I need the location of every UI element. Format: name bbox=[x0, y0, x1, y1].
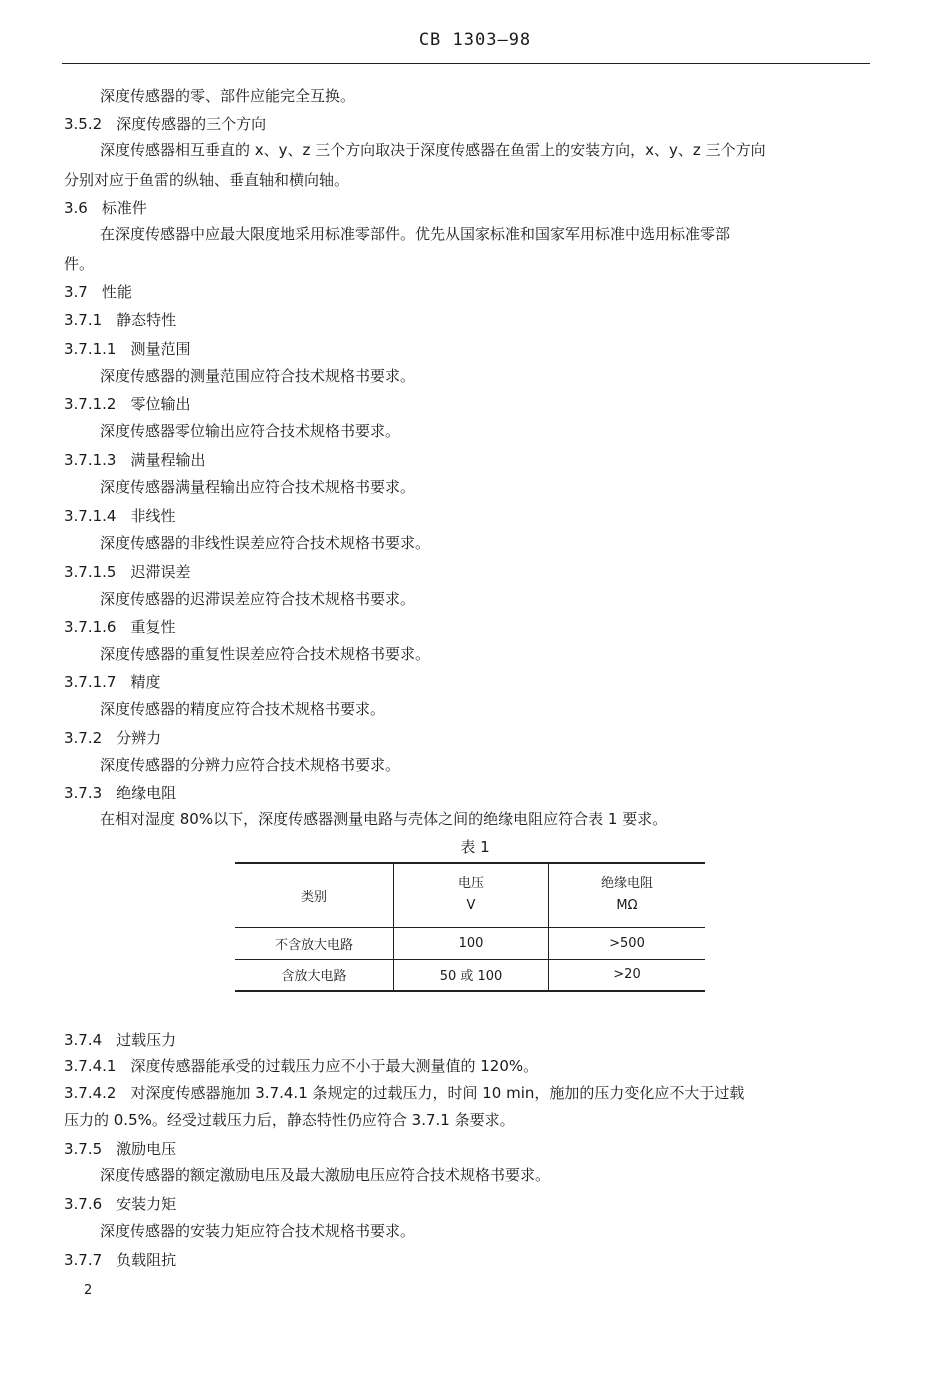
section-3-7-1 bbox=[64, 310, 176, 330]
section-title: 非线性 bbox=[130, 507, 176, 525]
cell-category: 含放大电路 bbox=[235, 959, 394, 991]
cell-voltage: 50 或 100 bbox=[394, 959, 549, 991]
section-title: 标准件 bbox=[101, 199, 147, 217]
section-title: 激励电压 bbox=[116, 1140, 177, 1158]
section-3-7-3 bbox=[64, 783, 176, 803]
section-title: 性能 bbox=[101, 283, 132, 301]
section-number: 3.7.1.4 bbox=[64, 507, 117, 525]
section-title: 静态特性 bbox=[116, 311, 177, 329]
table-row bbox=[235, 959, 705, 991]
section-number: 3.7.1.7 bbox=[64, 673, 117, 691]
paragraph: 深度传感器的迟滞误差应符合技术规格书要求。 bbox=[100, 590, 416, 608]
header-voltage bbox=[394, 863, 549, 927]
paragraph: 深度传感器满量程输出应符合技术规格书要求。 bbox=[100, 478, 416, 496]
section-title: 负载阻抗 bbox=[116, 1251, 177, 1269]
paragraph-continued: 分别对应于鱼雷的纵轴、垂直轴和横向轴。 bbox=[64, 171, 350, 189]
section-title: 测量范围 bbox=[130, 340, 191, 358]
paragraph: 深度传感器的安装力矩应符合技术规格书要求。 bbox=[100, 1222, 416, 1240]
section-3-7-4 bbox=[64, 1030, 176, 1050]
paragraph: 深度传感器相互垂直的 x、y、z 三个方向取决于深度传感器在鱼雷上的安装方向，x、y、z 三个方向 bbox=[100, 141, 766, 159]
section-title: 满量程输出 bbox=[130, 451, 206, 469]
header-rule bbox=[62, 63, 870, 64]
section-text: 深度传感器能承受的过载压力应不小于最大测量值的 120%。 bbox=[130, 1057, 539, 1075]
header-voltage-unit: V bbox=[466, 898, 476, 914]
section-number: 3.7.6 bbox=[64, 1195, 103, 1213]
section-3-7-4-1 bbox=[64, 1056, 538, 1076]
paragraph: 深度传感器的分辨力应符合技术规格书要求。 bbox=[100, 756, 401, 774]
section-3-7-1-1 bbox=[64, 339, 191, 359]
paragraph: 深度传感器的精度应符合技术规格书要求。 bbox=[100, 700, 386, 718]
section-number: 3.7.1.3 bbox=[64, 451, 117, 469]
section-number: 3.7.1.2 bbox=[64, 395, 117, 413]
header-resistance-label: 绝缘电阻 bbox=[600, 876, 653, 892]
section-number: 3.7 bbox=[64, 283, 88, 301]
section-number: 3.7.4.2 bbox=[64, 1084, 117, 1102]
section-3-7-1-4 bbox=[64, 506, 176, 526]
section-3-7-1-7 bbox=[64, 672, 161, 692]
section-title: 安装力矩 bbox=[116, 1195, 177, 1213]
section-3-7-4-2 bbox=[64, 1083, 744, 1103]
section-3-7-6 bbox=[64, 1194, 176, 1214]
section-title: 分辨力 bbox=[116, 729, 162, 747]
section-number: 3.7.1.1 bbox=[64, 340, 117, 358]
standard-code-header: CB 1303—98 bbox=[418, 30, 532, 50]
section-3-7-2 bbox=[64, 728, 161, 748]
paragraph: 深度传感器的非线性误差应符合技术规格书要求。 bbox=[100, 534, 431, 552]
section-title: 深度传感器的三个方向 bbox=[116, 115, 267, 133]
paragraph: 在深度传感器中应最大限度地采用标准零部件。优先从国家标准和国家军用标准中选用标准零部 bbox=[100, 225, 731, 243]
section-3-7-1-5 bbox=[64, 562, 191, 582]
section-3-6 bbox=[64, 198, 147, 218]
header-resistance bbox=[549, 863, 706, 927]
section-3-7-1-3 bbox=[64, 450, 206, 470]
section-title: 零位输出 bbox=[130, 395, 191, 413]
page-number: 2 bbox=[84, 1283, 93, 1298]
section-3-7-1-2 bbox=[64, 394, 191, 414]
header-resistance-unit: MΩ bbox=[616, 898, 638, 914]
paragraph: 在相对湿度 80%以下，深度传感器测量电路与壳体之间的绝缘电阻应符合表 1 要求。 bbox=[100, 810, 668, 828]
section-title: 迟滞误差 bbox=[130, 563, 191, 581]
header-category: 类别 bbox=[235, 863, 394, 927]
section-3-5-2 bbox=[64, 114, 266, 134]
section-number: 3.5.2 bbox=[64, 115, 103, 133]
section-number: 3.7.7 bbox=[64, 1251, 103, 1269]
paragraph: 深度传感器的额定激励电压及最大激励电压应符合技术规格书要求。 bbox=[100, 1166, 551, 1184]
paragraph: 深度传感器的测量范围应符合技术规格书要求。 bbox=[100, 367, 416, 385]
cell-resistance: >20 bbox=[549, 959, 706, 991]
section-number: 3.7.2 bbox=[64, 729, 103, 747]
table-header-row bbox=[235, 863, 705, 927]
section-title: 重复性 bbox=[130, 618, 176, 636]
table-row bbox=[235, 927, 705, 959]
section-3-7 bbox=[64, 282, 132, 302]
paragraph: 深度传感器的零、部件应能完全互换。 bbox=[100, 87, 356, 105]
section-3-7-1-6 bbox=[64, 617, 176, 637]
section-3-7-5 bbox=[64, 1139, 176, 1159]
paragraph-continued: 压力的 0.5%。经受过载压力后，静态特性仍应符合 3.7.1 条要求。 bbox=[64, 1111, 515, 1129]
cell-resistance: >500 bbox=[549, 927, 706, 959]
section-number: 3.7.4.1 bbox=[64, 1057, 117, 1075]
paragraph: 深度传感器零位输出应符合技术规格书要求。 bbox=[100, 422, 401, 440]
cell-category: 不含放大电路 bbox=[235, 927, 394, 959]
table-title: 表 1 bbox=[460, 838, 490, 856]
section-title: 精度 bbox=[130, 673, 161, 691]
section-number: 3.7.1.5 bbox=[64, 563, 117, 581]
cell-voltage: 100 bbox=[394, 927, 549, 959]
section-number: 3.6 bbox=[64, 199, 88, 217]
section-title: 绝缘电阻 bbox=[116, 784, 177, 802]
paragraph: 深度传感器的重复性误差应符合技术规格书要求。 bbox=[100, 645, 431, 663]
section-number: 3.7.1.6 bbox=[64, 618, 117, 636]
section-number: 3.7.4 bbox=[64, 1031, 103, 1049]
header-voltage-label: 电压 bbox=[457, 876, 484, 892]
section-number: 3.7.1 bbox=[64, 311, 103, 329]
section-title: 过载压力 bbox=[116, 1031, 177, 1049]
section-3-7-7 bbox=[64, 1250, 176, 1270]
section-text: 对深度传感器施加 3.7.4.1 条规定的过载压力，时间 10 min，施加的压力变化应不大于过载 bbox=[130, 1084, 745, 1102]
section-number: 3.7.3 bbox=[64, 784, 103, 802]
paragraph-continued: 件。 bbox=[64, 255, 95, 273]
section-number: 3.7.5 bbox=[64, 1140, 103, 1158]
insulation-resistance-table bbox=[235, 862, 705, 992]
